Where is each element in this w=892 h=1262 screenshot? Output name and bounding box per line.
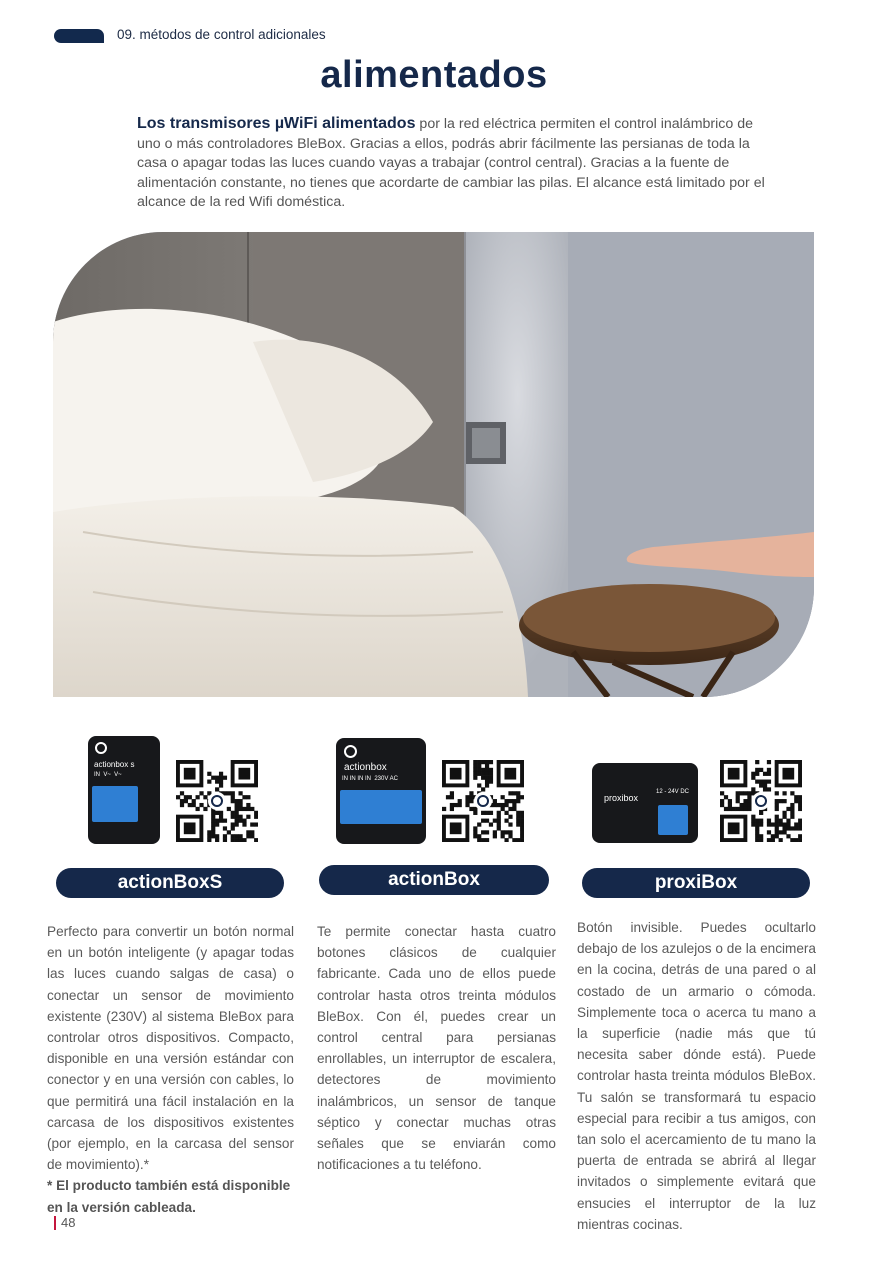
description-text: Botón invisible. Puedes ocultarlo debajo de los azulejos o de la encimera en la cocina, detrás de una pared o al costado de un armario o cómoda. Simplemente toca o acerca tu mano a la superficie (nadie más que tú necesita saber dónde está). Puede controlar hasta treinta módulos BleBox. Tu salón se transformará tu espacio especial para recibir a tus amigos, con tan solo el acercamiento de tu mano la puerta de entrada se abrirá al llegar invitados o simplemente evitará que ensucies el interruptor de la luz mientras cocinas. <box>577 920 816 1232</box>
intro-paragraph <box>137 114 767 213</box>
product-actionbox <box>319 728 579 898</box>
device-brand-label: actionbox <box>344 762 387 773</box>
description-text: Te permite conectar hasta cuatro botones clásicos de cualquier fabricante. Cada uno de ellos puede controlar hasta otros treinta módulos BleBox. Con él, puedes crear un control central para persianas enrollables, un interruptor de escalera, detectores de movimiento inalámbricos, un sensor de tanque séptico y conectar muchas otras señales que se enviarán como notificaciones a tu teléfono. <box>317 924 556 1173</box>
description-actionbox <box>317 921 556 1175</box>
footer-accent-bar <box>54 1216 56 1230</box>
product-actionboxs <box>56 728 316 898</box>
proxibox-device-image <box>592 763 698 843</box>
terminal-block <box>92 786 138 822</box>
device-brand-label: proxibox <box>604 793 639 803</box>
page-title: alimentados <box>320 54 548 96</box>
description-proxibox <box>577 917 816 1235</box>
product-name-proxibox: proxiBox <box>582 868 810 898</box>
terminal-block <box>658 805 688 835</box>
qr-code-icon <box>720 760 802 842</box>
blebox-logo-icon <box>95 742 107 754</box>
actionboxs-device-image <box>88 736 160 844</box>
product-name-actionbox: actionBox <box>319 865 549 895</box>
section-label: 09. métodos de control adicionales <box>117 27 326 42</box>
device-terminal-labels: IN IN IN IN 230V AC <box>342 776 399 782</box>
qr-code-icon <box>442 760 524 842</box>
device-terminal-labels: 12 - 24V DC <box>656 789 690 795</box>
section-tab-marker <box>54 29 104 43</box>
product-name-actionboxs: actionBoxS <box>56 868 284 898</box>
blebox-logo-icon <box>344 745 357 758</box>
description-actionboxs <box>47 921 294 1218</box>
description-text: Perfecto para convertir un botón normal en un botón inteligente (y apagar todas las luces cuando salgas de casa) o conectar un sensor de movimiento existente (230V) al sistema BleBox para controlar otros dispositivos. Compacto, disponible en una versión estándar con conector y en una versión con cables, lo que permitirá una fácil instalación en la carcasa de los dispositivos existentes (por ejemplo, en la carcasa del sensor de movimiento).* <box>47 924 294 1173</box>
terminal-block <box>340 790 422 824</box>
device-terminal-labels: IN V~ V~ <box>94 772 122 778</box>
device-brand-label: actionbox s <box>94 760 135 769</box>
hero-bedroom-photo <box>53 232 814 697</box>
actionbox-device-image <box>336 738 426 844</box>
intro-text: por la red eléctrica permiten el control inalámbrico de uno o más controladores BleBox. Gracias a ellos, podrás abrir fácilmente las persianas de toda la casa o apagar todas las luces cuando vayas a trabajar (control central). Gracias a la fuente de alimentación constante, no tienes que acordarte de cambiar las pilas. El alcance está limitado por el alcance de la red Wifi doméstica. <box>137 116 765 211</box>
availability-note: * El producto también está disponible en la versión cableada. <box>47 1178 291 1215</box>
page-number: 48 <box>61 1215 76 1230</box>
product-proxibox <box>582 728 842 898</box>
qr-code-icon <box>176 760 258 842</box>
intro-lead: Los transmisores µWiFi alimentados <box>137 115 416 132</box>
